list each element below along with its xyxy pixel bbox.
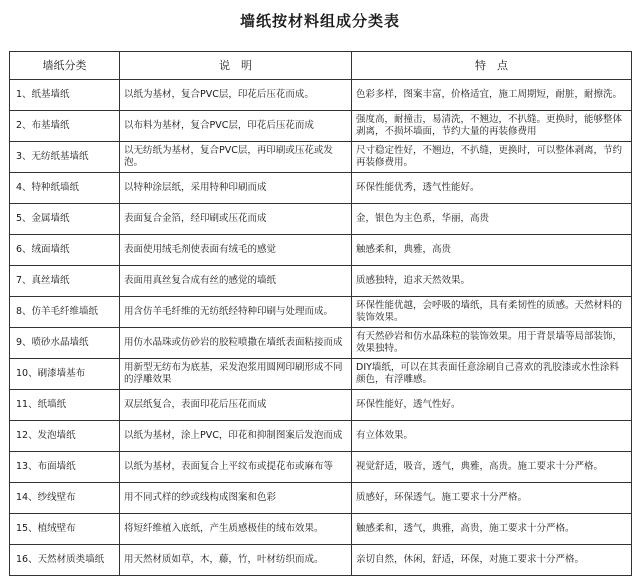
cell-features: 环保性能好，透气性好。 <box>352 390 632 421</box>
cell-features: 有天然砂岩和仿水晶珠粒的装饰效果。用于背景墙等局部装饰，效果独特。 <box>352 328 632 359</box>
cell-description: 用含仿羊毛纤维的无纺纸经特种印刷与处理而成。 <box>120 297 352 328</box>
table-body <box>10 80 632 576</box>
cell-category: 12、发泡墙纸 <box>10 421 120 452</box>
header-category: 墙纸分类 <box>10 52 120 80</box>
table-row <box>10 421 632 452</box>
header-features: 特 点 <box>352 52 632 80</box>
cell-features: 有立体效果。 <box>352 421 632 452</box>
cell-description: 用新型无纺布为底基，采发泡浆用圆网印刷形成不同的浮雕效果 <box>120 359 352 390</box>
cell-features: 质感好，环保透气。施工要求十分严格。 <box>352 483 632 514</box>
table-row <box>10 142 632 173</box>
cell-description: 表面复合金箔，经印刷或压花而成 <box>120 204 352 235</box>
table-row <box>10 266 632 297</box>
cell-features: 色彩多样，图案丰富，价格适宜，施工周期短，耐脏，耐擦洗。 <box>352 80 632 111</box>
cell-description: 以布料为基材，复合PVC层，印花后压花而成 <box>120 111 352 142</box>
table-row <box>10 235 632 266</box>
cell-description: 用天然材质如草，木，藤，竹，叶材纺织而成。 <box>120 545 352 576</box>
cell-category: 10、刷漆墙基布 <box>10 359 120 390</box>
table-row <box>10 204 632 235</box>
classification-table <box>9 51 632 576</box>
cell-features: 视觉舒适，吸音，透气，典雅，高贵。施工要求十分严格。 <box>352 452 632 483</box>
cell-category: 15、植绒壁布 <box>10 514 120 545</box>
cell-description: 以特种涂层纸，采用特种印刷而成 <box>120 173 352 204</box>
cell-category: 7、真丝墙纸 <box>10 266 120 297</box>
cell-category: 3、无纺纸基墙纸 <box>10 142 120 173</box>
cell-category: 1、纸基墙纸 <box>10 80 120 111</box>
page-title: 墙纸按材料组成分类表 <box>239 12 400 30</box>
cell-features: 质感独特，追求天然效果。 <box>352 266 632 297</box>
cell-description: 表面用真丝复合成有丝的感觉的墙纸 <box>120 266 352 297</box>
cell-category: 6、绒面墙纸 <box>10 235 120 266</box>
cell-category: 8、仿羊毛纤维墙纸 <box>10 297 120 328</box>
cell-features: 触感柔和，透气，典雅，高贵，施工要求十分严格。 <box>352 514 632 545</box>
cell-description: 以纸为基材，表面复合上平纹布或提花布或麻布等 <box>120 452 352 483</box>
cell-description: 用不同式样的纱或线构成图案和色彩 <box>120 483 352 514</box>
cell-description: 双层纸复合，表面印花后压花而成 <box>120 390 352 421</box>
cell-features: 金，银色为主色系，华丽，高贵 <box>352 204 632 235</box>
cell-features: 强度高，耐撞击，易清洗，不翘边，不扒缝。更换时，能够整体剥离，不损坏墙面，节约大量的再装修费用 <box>352 111 632 142</box>
cell-category: 16、天然材质类墙纸 <box>10 545 120 576</box>
cell-features: 触感柔和，典雅，高贵 <box>352 235 632 266</box>
cell-features: 尺寸稳定性好，不翘边，不扒缝，更换时，可以整体剥离，节约再装修费用。 <box>352 142 632 173</box>
cell-features: 环保性能优秀，透气性能好。 <box>352 173 632 204</box>
cell-description: 用仿水晶珠或仿砂岩的胶粒喷撒在墙纸表面粘接而成 <box>120 328 352 359</box>
header-description: 说 明 <box>120 52 352 80</box>
cell-features: DIY墙纸，可以在其表面任意涂刷自己喜欢的乳胶漆或水性涂料颜色，有浮雕感。 <box>352 359 632 390</box>
cell-category: 5、金属墙纸 <box>10 204 120 235</box>
table-row <box>10 390 632 421</box>
table-row <box>10 452 632 483</box>
cell-features: 亲切自然，休闲，舒适，环保，对施工要求十分严格。 <box>352 545 632 576</box>
cell-features: 环保性能优越，会呼吸的墙纸，具有柔韧性的质感。天然材料的装饰效果。 <box>352 297 632 328</box>
cell-description: 以纸为基材，复合PVC层，印花后压花而成。 <box>120 80 352 111</box>
table-row <box>10 111 632 142</box>
table-row <box>10 483 632 514</box>
table-row <box>10 328 632 359</box>
cell-category: 13、布面墙纸 <box>10 452 120 483</box>
table-row <box>10 80 632 111</box>
table-row <box>10 514 632 545</box>
cell-description: 将短纤维植入底纸，产生质感极佳的绒布效果。 <box>120 514 352 545</box>
cell-description: 以纸为基材，涂上PVC，印花和抑制图案后发泡而成 <box>120 421 352 452</box>
table-row <box>10 359 632 390</box>
table-header-row <box>10 52 632 80</box>
cell-category: 9、喷砂水晶墙纸 <box>10 328 120 359</box>
cell-category: 4、特种纸墙纸 <box>10 173 120 204</box>
table-row <box>10 173 632 204</box>
cell-category: 11、纸墙纸 <box>10 390 120 421</box>
table-row <box>10 545 632 576</box>
cell-category: 14、纱线壁布 <box>10 483 120 514</box>
cell-description: 以无纺纸为基材，复合PVC层，再印刷或压花或发泡。 <box>120 142 352 173</box>
table-row <box>10 297 632 328</box>
cell-category: 2、布基墙纸 <box>10 111 120 142</box>
cell-description: 表面使用绒毛剂使表面有绒毛的感觉 <box>120 235 352 266</box>
